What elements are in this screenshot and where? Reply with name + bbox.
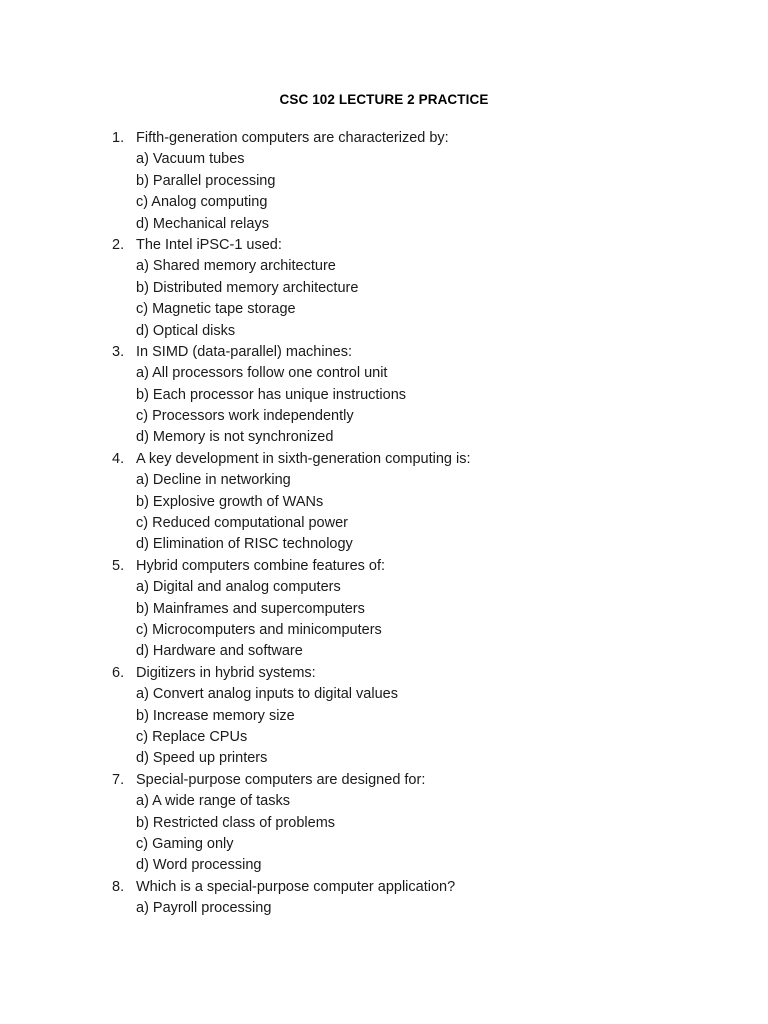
question-text: Digitizers in hybrid systems: [136,664,316,681]
answer-option: b) Mainframes and supercomputers [136,600,365,617]
question-stem [112,877,712,898]
answer-option: d) Memory is not synchronized [136,429,334,446]
question-stem [112,128,712,149]
answer-option: a) All processors follow one control unit [136,365,388,382]
answer-option: a) Shared memory architecture [136,258,336,275]
question-number: 5. [112,557,125,574]
answer-option: b) Restricted class of problems [136,814,336,831]
answer-option: d) Speed up printers [136,750,268,767]
answer-option: a) Convert analog inputs to digital values [136,686,398,703]
question-number: 4. [112,450,125,467]
page-title: CSC 102 LECTURE 2 PRACTICE [279,92,489,107]
answer-option: d) Optical disks [136,322,236,339]
question-stem [112,449,712,470]
answer-option: c) Replace CPUs [136,728,248,745]
answer-option: b) Parallel processing [136,172,276,189]
question-text: Fifth-generation computers are characterized by: [136,130,449,146]
answer-option: b) Distributed memory architecture [136,279,359,296]
question-stem [112,342,712,363]
answer-option: d) Word processing [136,857,262,874]
question-item [112,449,712,556]
answer-option: d) Hardware and software [136,643,303,660]
question-stem [112,663,712,684]
answer-option: c) Analog computing [136,194,268,211]
question-number: 2. [112,236,125,253]
question-number: 6. [112,664,125,681]
question-text: The Intel iPSC-1 used: [136,236,282,253]
question-item [112,663,712,770]
answer-option: b) Each processor has unique instructions [136,386,407,403]
answer-option: a) A wide range of tasks [136,793,290,810]
question-text: In SIMD (data-parallel) machines: [136,343,352,360]
question-item [112,128,712,235]
question-text: A key development in sixth-generation computing is: [136,450,471,467]
question-stem [112,235,712,256]
question-number: 8. [112,878,125,895]
answer-option: c) Microcomputers and minicomputers [136,621,382,638]
question-item [112,556,712,663]
answer-option: b) Increase memory size [136,707,295,724]
question-number: 3. [112,343,125,360]
question-item [112,877,712,920]
question-item [112,235,712,342]
question-text: Special-purpose computers are designed for: [136,771,426,788]
answer-option: d) Elimination of RISC technology [136,536,353,553]
answer-option: c) Reduced computational power [136,515,348,532]
question-item [112,770,712,877]
answer-option: d) Mechanical relays [136,215,269,232]
question-list [112,128,712,919]
question-text: Hybrid computers combine features of: [136,557,386,574]
question-stem [112,770,712,791]
answer-option: a) Payroll processing [136,900,272,917]
question-stem [112,556,712,577]
answer-option: a) Digital and analog computers [136,579,341,596]
question-item [112,342,712,449]
question-number: 1. [112,130,125,146]
answer-option: a) Vacuum tubes [136,151,245,168]
answer-option: c) Magnetic tape storage [136,301,296,318]
answer-option: c) Processors work independently [136,408,354,425]
question-number: 7. [112,771,125,788]
question-text: Which is a special-purpose computer application? [136,878,456,895]
answer-option: c) Gaming only [136,835,234,852]
answer-option: b) Explosive growth of WANs [136,493,324,510]
answer-option: a) Decline in networking [136,472,291,489]
